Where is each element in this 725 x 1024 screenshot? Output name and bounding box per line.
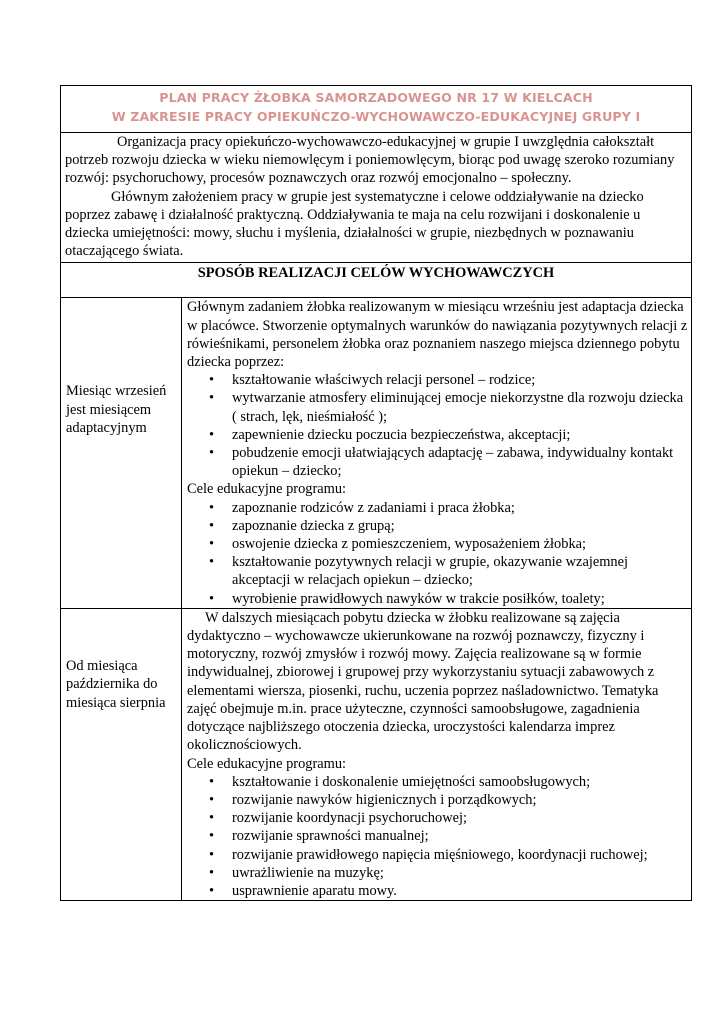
row-label-cell <box>61 298 182 608</box>
list-item: • wytwarzanie atmosfery eliminującej emocje niekorzystne dla rozwoju dziecka ( strach, lęk, nieśmiałość ); <box>232 389 688 425</box>
row-label: Miesiąc wrzesień jest miesiącem adaptacyjnym <box>66 383 167 437</box>
list-item: • zapoznanie dziecka z grupą; <box>232 517 688 535</box>
list-item: • uwrażliwienie na muzykę; <box>232 864 688 882</box>
table-row <box>61 608 692 900</box>
list-item: • kształtowanie właściwych relacji personel – rodzice; <box>232 371 688 389</box>
row-label-cell <box>61 608 182 900</box>
list-item: • zapoznanie rodziców z zadaniami i praca żłobka; <box>232 499 688 517</box>
document-title-line-2: W ZAKRESIE PRACY OPIEKUŃCZO-WYCHOWAWCZO-EDUKACYJNEJ GRUPY I <box>111 109 641 124</box>
bullet-list <box>187 499 688 608</box>
table-row <box>61 298 692 608</box>
section-heading: SPOSÓB REALIZACJI CELÓW WYCHOWAWCZYCH <box>61 263 692 298</box>
section-heading-row <box>61 263 692 298</box>
intro-cell <box>61 133 692 263</box>
document-title-line-1: PLAN PRACY ŻŁOBKA SAMORZADOWEGO NR 17 W KIELCACH <box>159 90 593 105</box>
list-item: • rozwijanie prawidłowego napięcia mięśniowego, koordynacji ruchowej; <box>232 846 688 864</box>
list-item: • wyrobienie prawidłowych nawyków w trakcie posiłków, toalety; <box>232 590 688 608</box>
plan-table <box>60 85 692 901</box>
list-item: • rozwijanie nawyków higienicznych i porządkowych; <box>232 791 688 809</box>
goals-label: Cele edukacyjne programu: <box>187 481 347 498</box>
bullet-list <box>187 773 688 900</box>
row-text: W dalszych miesiącach pobytu dziecka w żłobku realizowane są zajęcia dydaktyczno – wychowawcze ukierunkowane na rozwój poznawczy, fizyczny i motoryczny, rozwój zmysłów i rozwój mowy. Zajęcia realizowane są w formie indywidualnej, zbiorowej i grupowej przy wykorzystaniu sytuacji zabawowych z elementami wiersza, piosenki, ruchu, uczenia poprzez naśladownictwo. Tematyka zajęć obejmuje m.in. prace użyteczne, czynności samoobsługowe, zagadnienia dotyczące najbliższego otoczenia dziecka, uroczystości kalendarza imprez okolicznościowych. <box>187 609 659 754</box>
intro-paragraph-1: Organizacja pracy opiekuńczo-wychowawczo-edukacyjnej w grupie I uwzględnia całokształt potrzeb rozwoju dziecka w wieku niemowlęcym i poniemowlęcym, biorąc pod uwagę szeroko rozumiany rozwój: psychoruchowy, procesów poznawczych oraz rozwój emocjonalno – społeczny. <box>65 134 675 187</box>
goals-label: Cele edukacyjne programu: <box>187 755 347 772</box>
row-content-cell <box>182 608 692 900</box>
list-item: • pobudzenie emocji ułatwiających adaptację – zabawa, indywidualny kontakt opiekun – dziecko; <box>232 444 688 480</box>
bullet-list <box>187 371 688 480</box>
list-item: • rozwijanie sprawności manualnej; <box>232 827 688 845</box>
intro-paragraph-2: Głównym założeniem pracy w grupie jest systematyczne i celowe oddziaływanie na dziecko poprzez zabawę i działalność praktyczną. Oddziaływania te maja na celu rozwijani i doskonalenie u dziecka umiejętności: mowy, słuchu i myślenia, działalności w grupie, niezbędnych w poznawaniu otaczającego świata. <box>65 188 644 260</box>
list-item: • oswojenie dziecka z pomieszczeniem, wyposażeniem żłobka; <box>232 535 688 553</box>
title-cell <box>61 86 692 133</box>
list-item: • usprawnienie aparatu mowy. <box>232 882 688 900</box>
title-row <box>61 86 692 133</box>
list-item: • zapewnienie dziecku poczucia bezpieczeństwa, akceptacji; <box>232 426 688 444</box>
list-item: • rozwijanie koordynacji psychoruchowej; <box>232 809 688 827</box>
list-item: • kształtowanie pozytywnych relacji w grupie, okazywanie wzajemnej akceptacji w relacjach opiekun – dziecko; <box>232 553 688 589</box>
intro-row <box>61 133 692 263</box>
row-label: Od miesiąca października do miesiąca sierpnia <box>66 657 166 711</box>
row-content-cell <box>182 298 692 608</box>
list-item: • kształtowanie i doskonalenie umiejętności samoobsługowych; <box>232 773 688 791</box>
row-text: Głównym zadaniem żłobka realizowanym w miesiącu wrześniu jest adaptacja dziecka w placówce. Stworzenie optymalnych warunków do nawiązania pozytywnych relacji z rówieśnikami, personelem żłobka oraz poznaniem naszego miejsca dziennego pobytu dziecka poprzez: <box>187 299 688 371</box>
